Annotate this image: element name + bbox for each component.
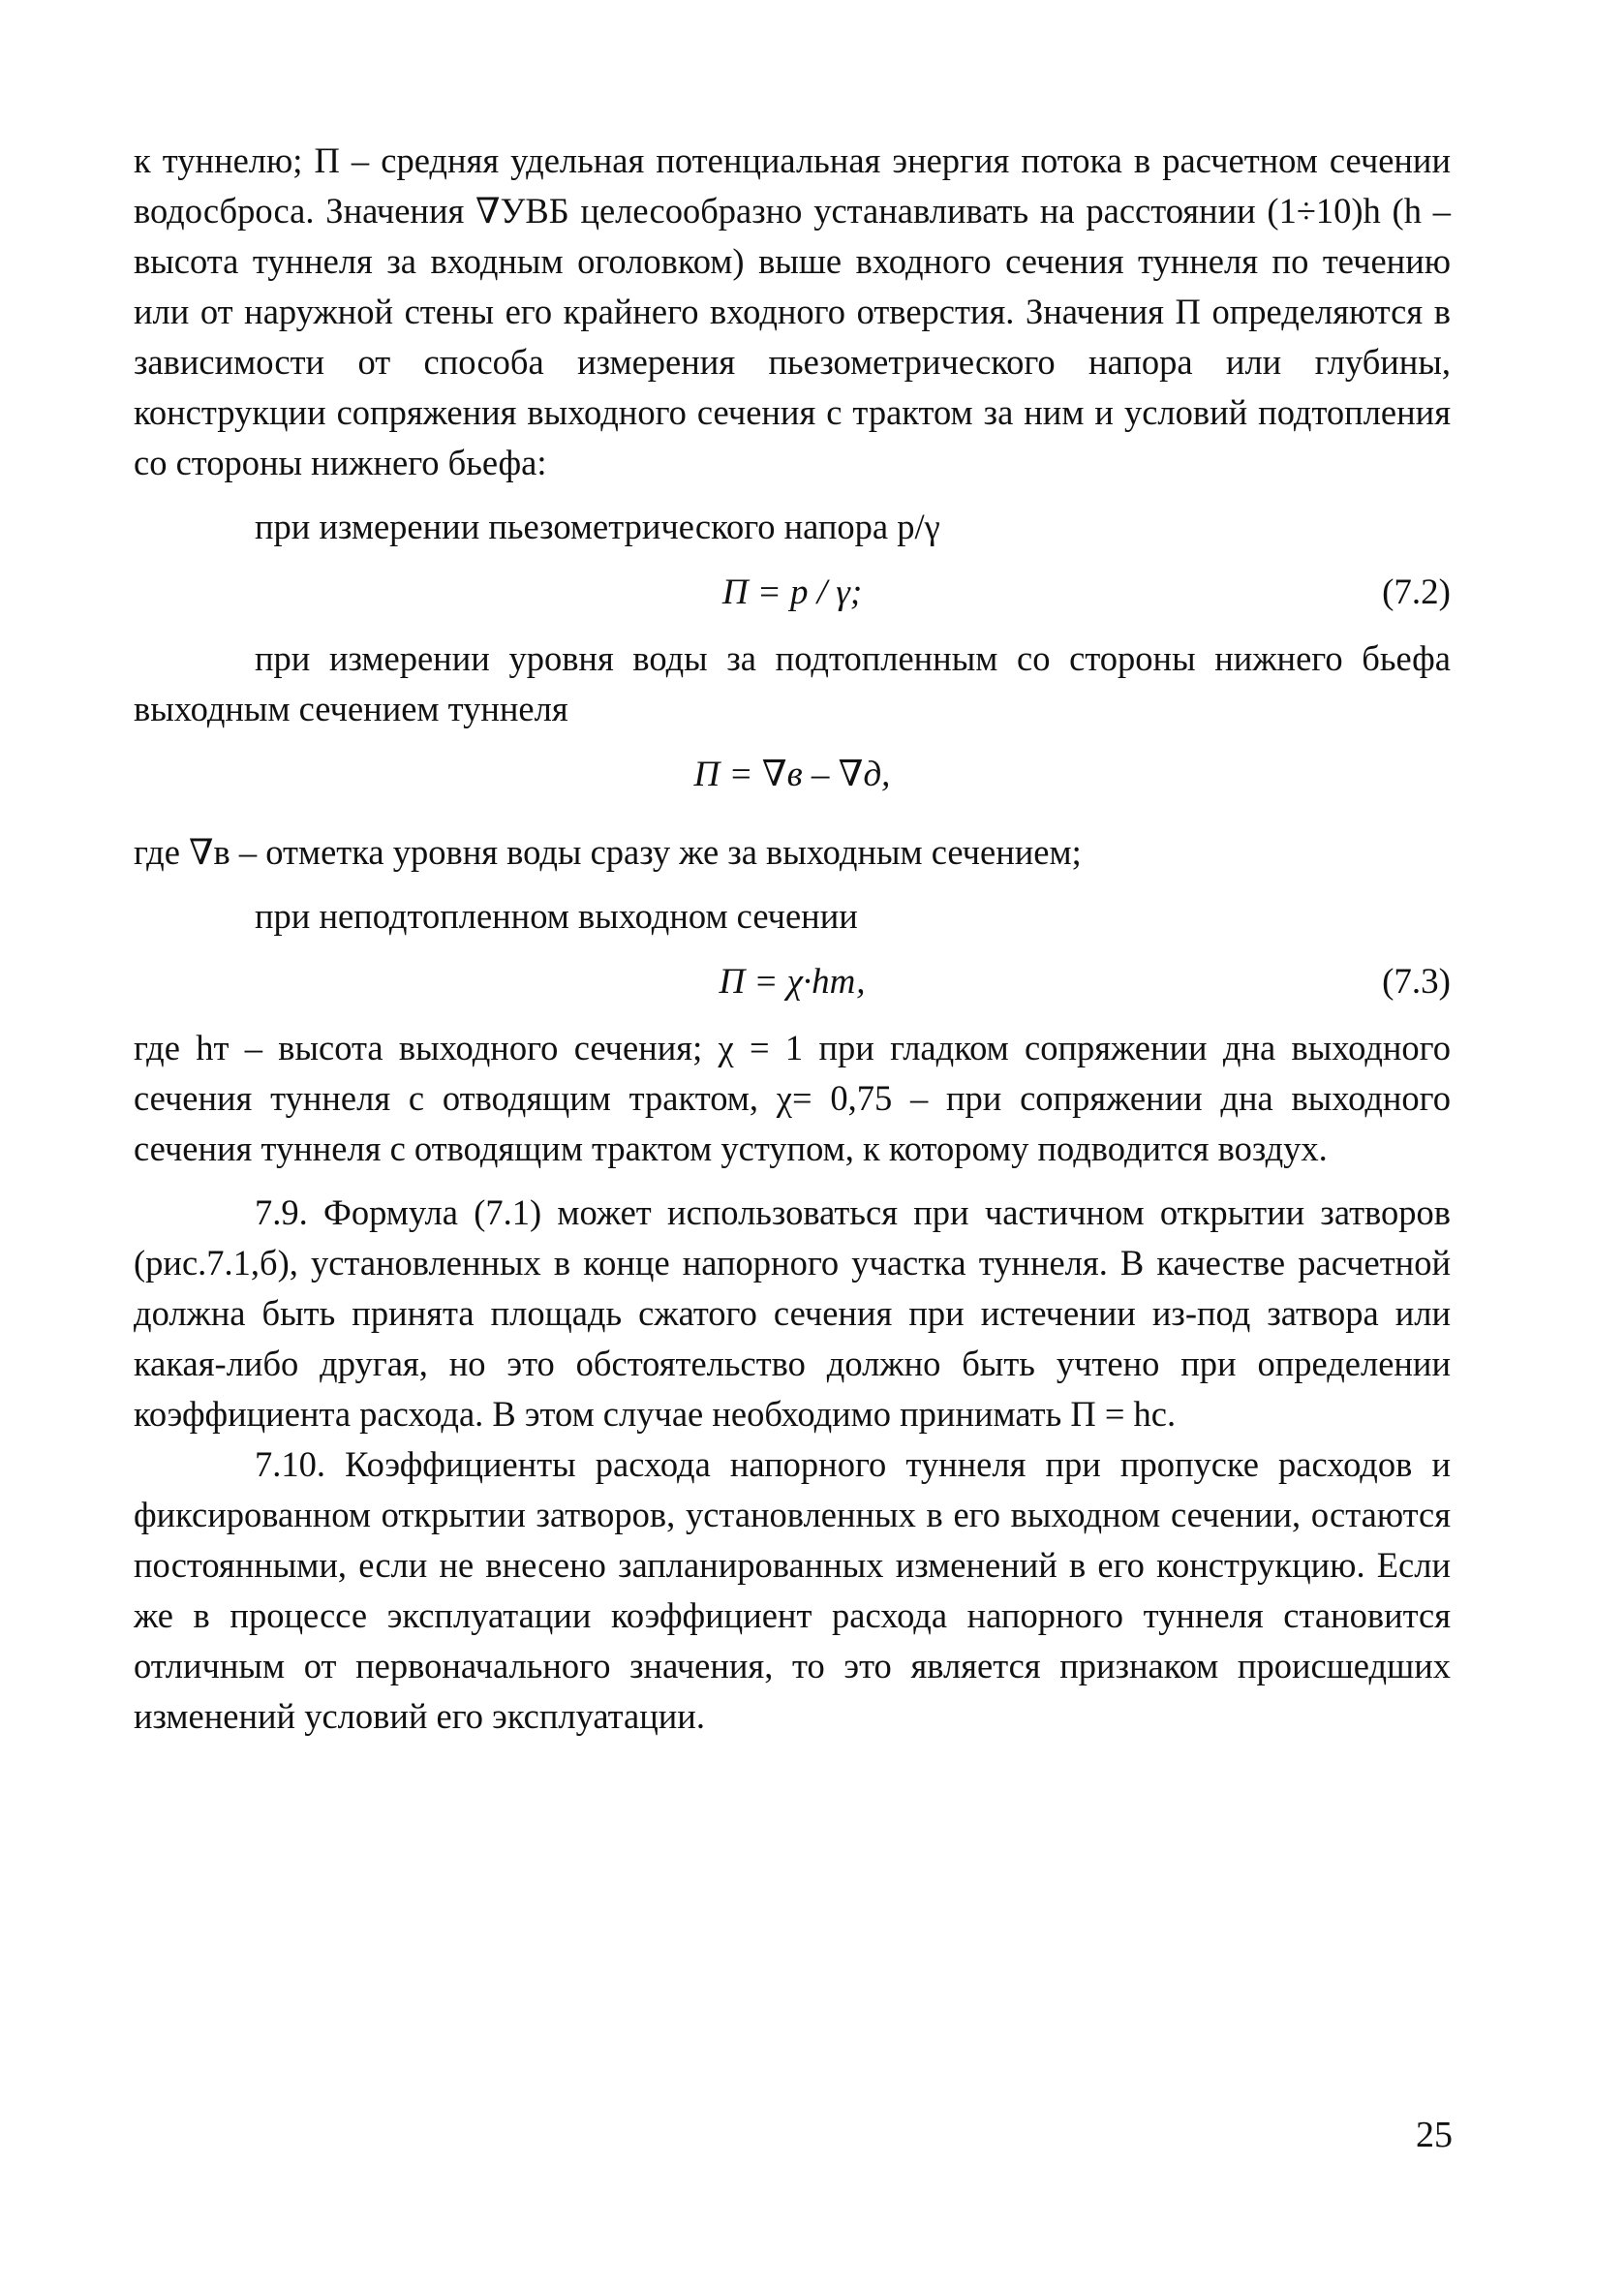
paragraph: к туннелю; П – средняя удельная потенциальная энергия потока в расчетном сечении водосброса. Значения ∇УВБ целесообразно устанавливать на расстоянии (1÷10)h (h – высота туннеля за входным оголовком) выше входного сечения туннеля по течению или от наружной стены его крайнего входного отверстия. Значения П определяются в зависимости от способа измерения пьезометрического напора или глубины, конструкции сопряжения выходного сечения с трактом за ним и условий подтопления со стороны нижнего бьефа: <box>134 140 1451 482</box>
paragraph: при неподтопленном выходном сечении <box>255 896 858 936</box>
paragraph: где ∇в – отметка уровня воды сразу же за выходным сечением; <box>134 832 1082 872</box>
formula-7-3 <box>134 955 1451 1009</box>
paragraph: при измерении пьезометрического напора p/γ <box>255 507 940 546</box>
equation-number: (7.2) <box>1382 572 1451 612</box>
paragraph: где hт – высота выходного сечения; χ = 1 при гладком сопряжении дна выходного сечения туннеля с отводящим трактом, χ= 0,75 – при сопряжении дна выходного сечения туннеля с отводящим трактом уступом, к которому подводится воздух. <box>134 1028 1451 1168</box>
formula-level-difference <box>134 748 1451 802</box>
formula-7-2 <box>134 566 1451 620</box>
page-body <box>134 136 1451 1742</box>
equation-number: (7.3) <box>1382 962 1451 1002</box>
paragraph: 7.10. Коэффициенты расхода напорного туннеля при пропуске расходов и фиксированном открытии затворов, установленных в его выходном сечении, остаются постоянными, если не внесено запланированных изменений в его конструкцию. Если же в процессе эксплуатации коэффициент расхода напорного туннеля становится отличным от первоначального значения, то это является признаком происшедших изменений условий его эксплуатации. <box>134 1444 1451 1736</box>
formula-expression: П = p / γ; <box>721 572 863 612</box>
page-number: 25 <box>1416 2115 1453 2155</box>
paragraph: при измерении уровня воды за подтопленным со стороны нижнего бьефа выходным сечением туннеля <box>134 638 1451 728</box>
formula-expression: П = ∇в – ∇д, <box>693 755 891 794</box>
formula-expression: П = χ·hт, <box>719 962 866 1002</box>
paragraph: 7.9. Формула (7.1) может использоваться при частичном открытии затворов (рис.7.1,б), установленных в конце напорного участка туннеля. В качестве расчетной должна быть принята площадь сжатого сечения при истечении из-под затвора или какая-либо другая, но это обстоятельство должно быть учтено при определении коэффициента расхода. В этом случае необходимо принимать П = hс. <box>134 1192 1451 1434</box>
